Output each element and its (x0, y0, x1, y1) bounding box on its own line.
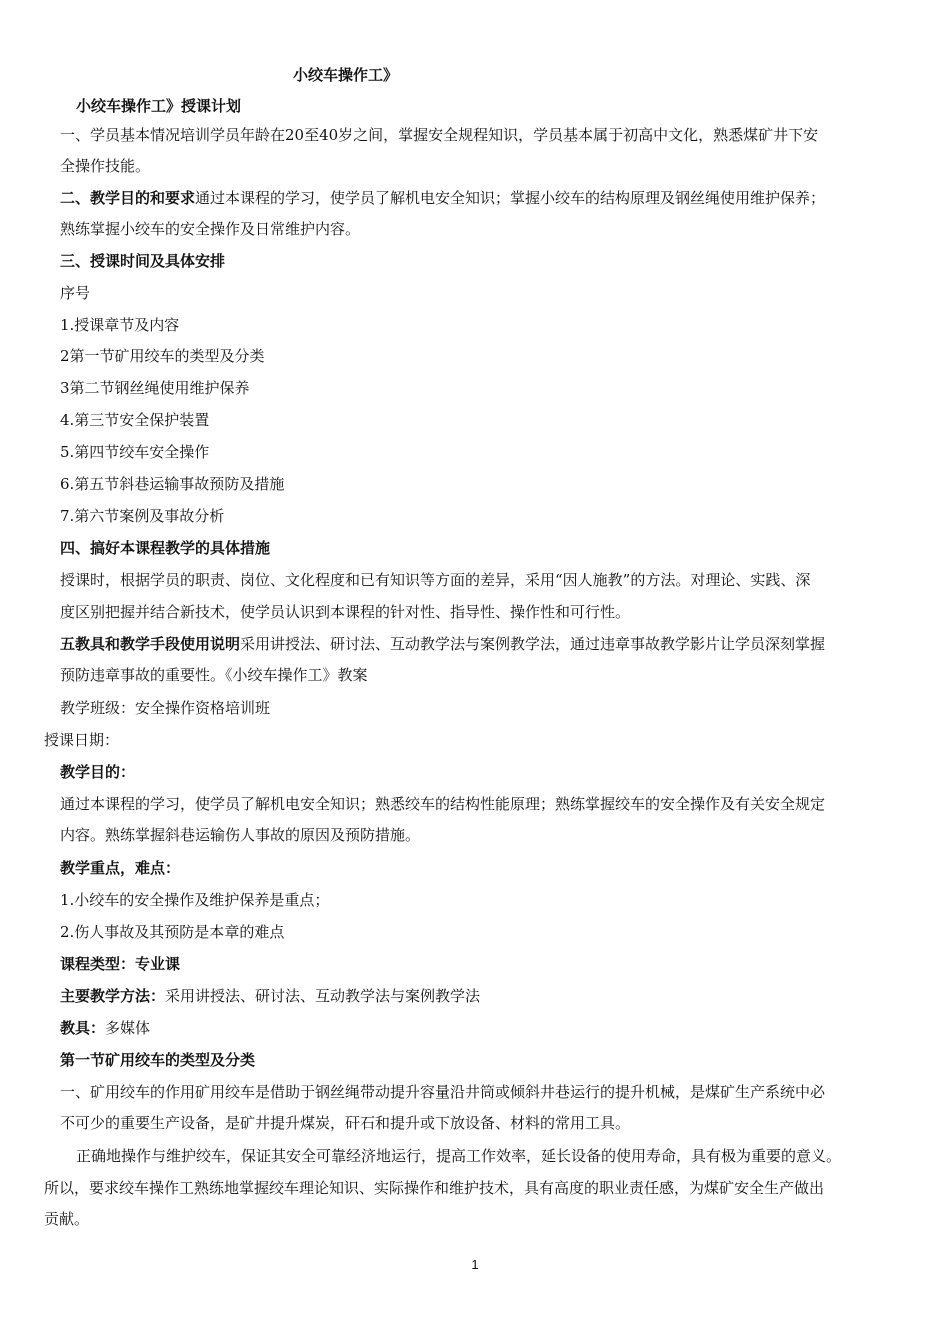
section2-text: 通过本课程的学习，使学员了解机电安全知识；掌握小绞车的结构原理及钢丝绳使用维护保养； (195, 189, 826, 207)
course-type: 课程类型：专业课 (60, 955, 181, 973)
sequence-label: 序号 (60, 284, 91, 302)
key-point-item: 1.小绞车的安全操作及维护保养是重点； (60, 891, 330, 909)
goal-line1: 通过本课程的学习，使学员了解机电安全知识；熟悉绞车的结构性能原理；熟练掌握绞车的安全操作及有关安全规定 (60, 795, 826, 813)
tool-heading: 教具： (60, 1019, 106, 1037)
schedule-item: 7.第六节案例及事故分析 (60, 507, 225, 525)
section2-line2: 熟练掌握小绞车的安全操作及日常维护内容。 (60, 220, 361, 238)
section5-text: 采用讲授法、研讨法、互动教学法与案例教学法，通过违章事故教学影片让学员深刻掌握 (240, 635, 826, 653)
method-text: 采用讲授法、研讨法、互动教学法与案例教学法 (165, 987, 481, 1005)
section2-line1 (60, 187, 825, 209)
date-line: 授课日期： (44, 731, 120, 749)
tool-line (60, 1017, 150, 1039)
section5-line1 (60, 633, 825, 655)
schedule-item: 6.第五节斜巷运输事故预防及措施 (60, 475, 285, 493)
chapter1-line5: 贡献。 (44, 1210, 90, 1228)
section4-line1: 授课时，根据学员的职责、岗位、文化程度和已有知识等方面的差异，采用“因人施教”的方法。对理论、实践、深 (60, 571, 811, 589)
section2-heading: 二、教学目的和要求 (60, 189, 196, 207)
chapter1-heading: 第一节矿用绞车的类型及分类 (60, 1051, 256, 1069)
goal-line2: 内容。熟练掌握斜巷运输伤人事故的原因及预防措施。 (60, 826, 421, 844)
class-line: 教学班级：安全操作资格培训班 (60, 699, 271, 717)
goal-heading: 教学目的： (60, 763, 136, 781)
schedule-item: 4.第三节安全保护装置 (60, 411, 210, 429)
page-number: 1 (471, 1257, 479, 1272)
section1-line1: 一、学员基本情况培训学员年龄在20至40岁之间，掌握安全规程知识，学员基本属于初高中文化，熟悉煤矿井下安 (60, 126, 819, 144)
section5-line2: 预防违章事故的重要性。《小绞车操作工》教案 (60, 666, 368, 684)
chapter1-line1: 一、矿用绞车的作用矿用绞车是借助于钢丝绳带动提升容量沿井筒或倾斜井巷运行的提升机械，是煤矿生产系统中必 (60, 1083, 826, 1101)
section4-line2: 度区别把握并结合新技术，使学员认识到本课程的针对性、指导性、操作性和可行性。 (60, 603, 631, 621)
key-point-item: 2.伤人事故及其预防是本章的难点 (60, 923, 285, 941)
document-title: 小绞车操作工》 (293, 66, 399, 84)
chapter1-line3: 正确地操作与维护绞车，保证其安全可靠经济地运行，提高工作效率，延长设备的使用寿命，具有极为重要的意义。 (76, 1147, 842, 1165)
schedule-item: 1.授课章节及内容 (60, 316, 180, 334)
plan-title: 小绞车操作工》授课计划 (76, 97, 242, 115)
method-line (60, 985, 480, 1007)
section5-heading: 五教具和教学手段使用说明 (60, 635, 241, 653)
tool-text: 多媒体 (105, 1019, 151, 1037)
schedule-item: 5.第四节绞车安全操作 (60, 443, 210, 461)
chapter1-line2: 不可少的重要生产设备，是矿井提升煤炭，矸石和提升或下放设备、材料的常用工具。 (60, 1114, 631, 1132)
section4-heading: 四、搞好本课程教学的具体措施 (60, 539, 271, 557)
section3-heading: 三、授课时间及具体安排 (60, 252, 226, 270)
schedule-item: 3第二节钢丝绳使用维护保养 (60, 379, 250, 397)
schedule-item: 2第一节矿用绞车的类型及分类 (60, 347, 265, 365)
section1-line2: 全操作技能。 (60, 157, 151, 175)
key-points-heading: 教学重点，难点： (60, 859, 181, 877)
method-heading: 主要教学方法： (60, 987, 166, 1005)
chapter1-line4: 所以，要求绞车操作工熟练地掌握绞车理论知识、实际操作和维护技术，具有高度的职业责任感，为煤矿安全生产做出 (44, 1179, 825, 1197)
